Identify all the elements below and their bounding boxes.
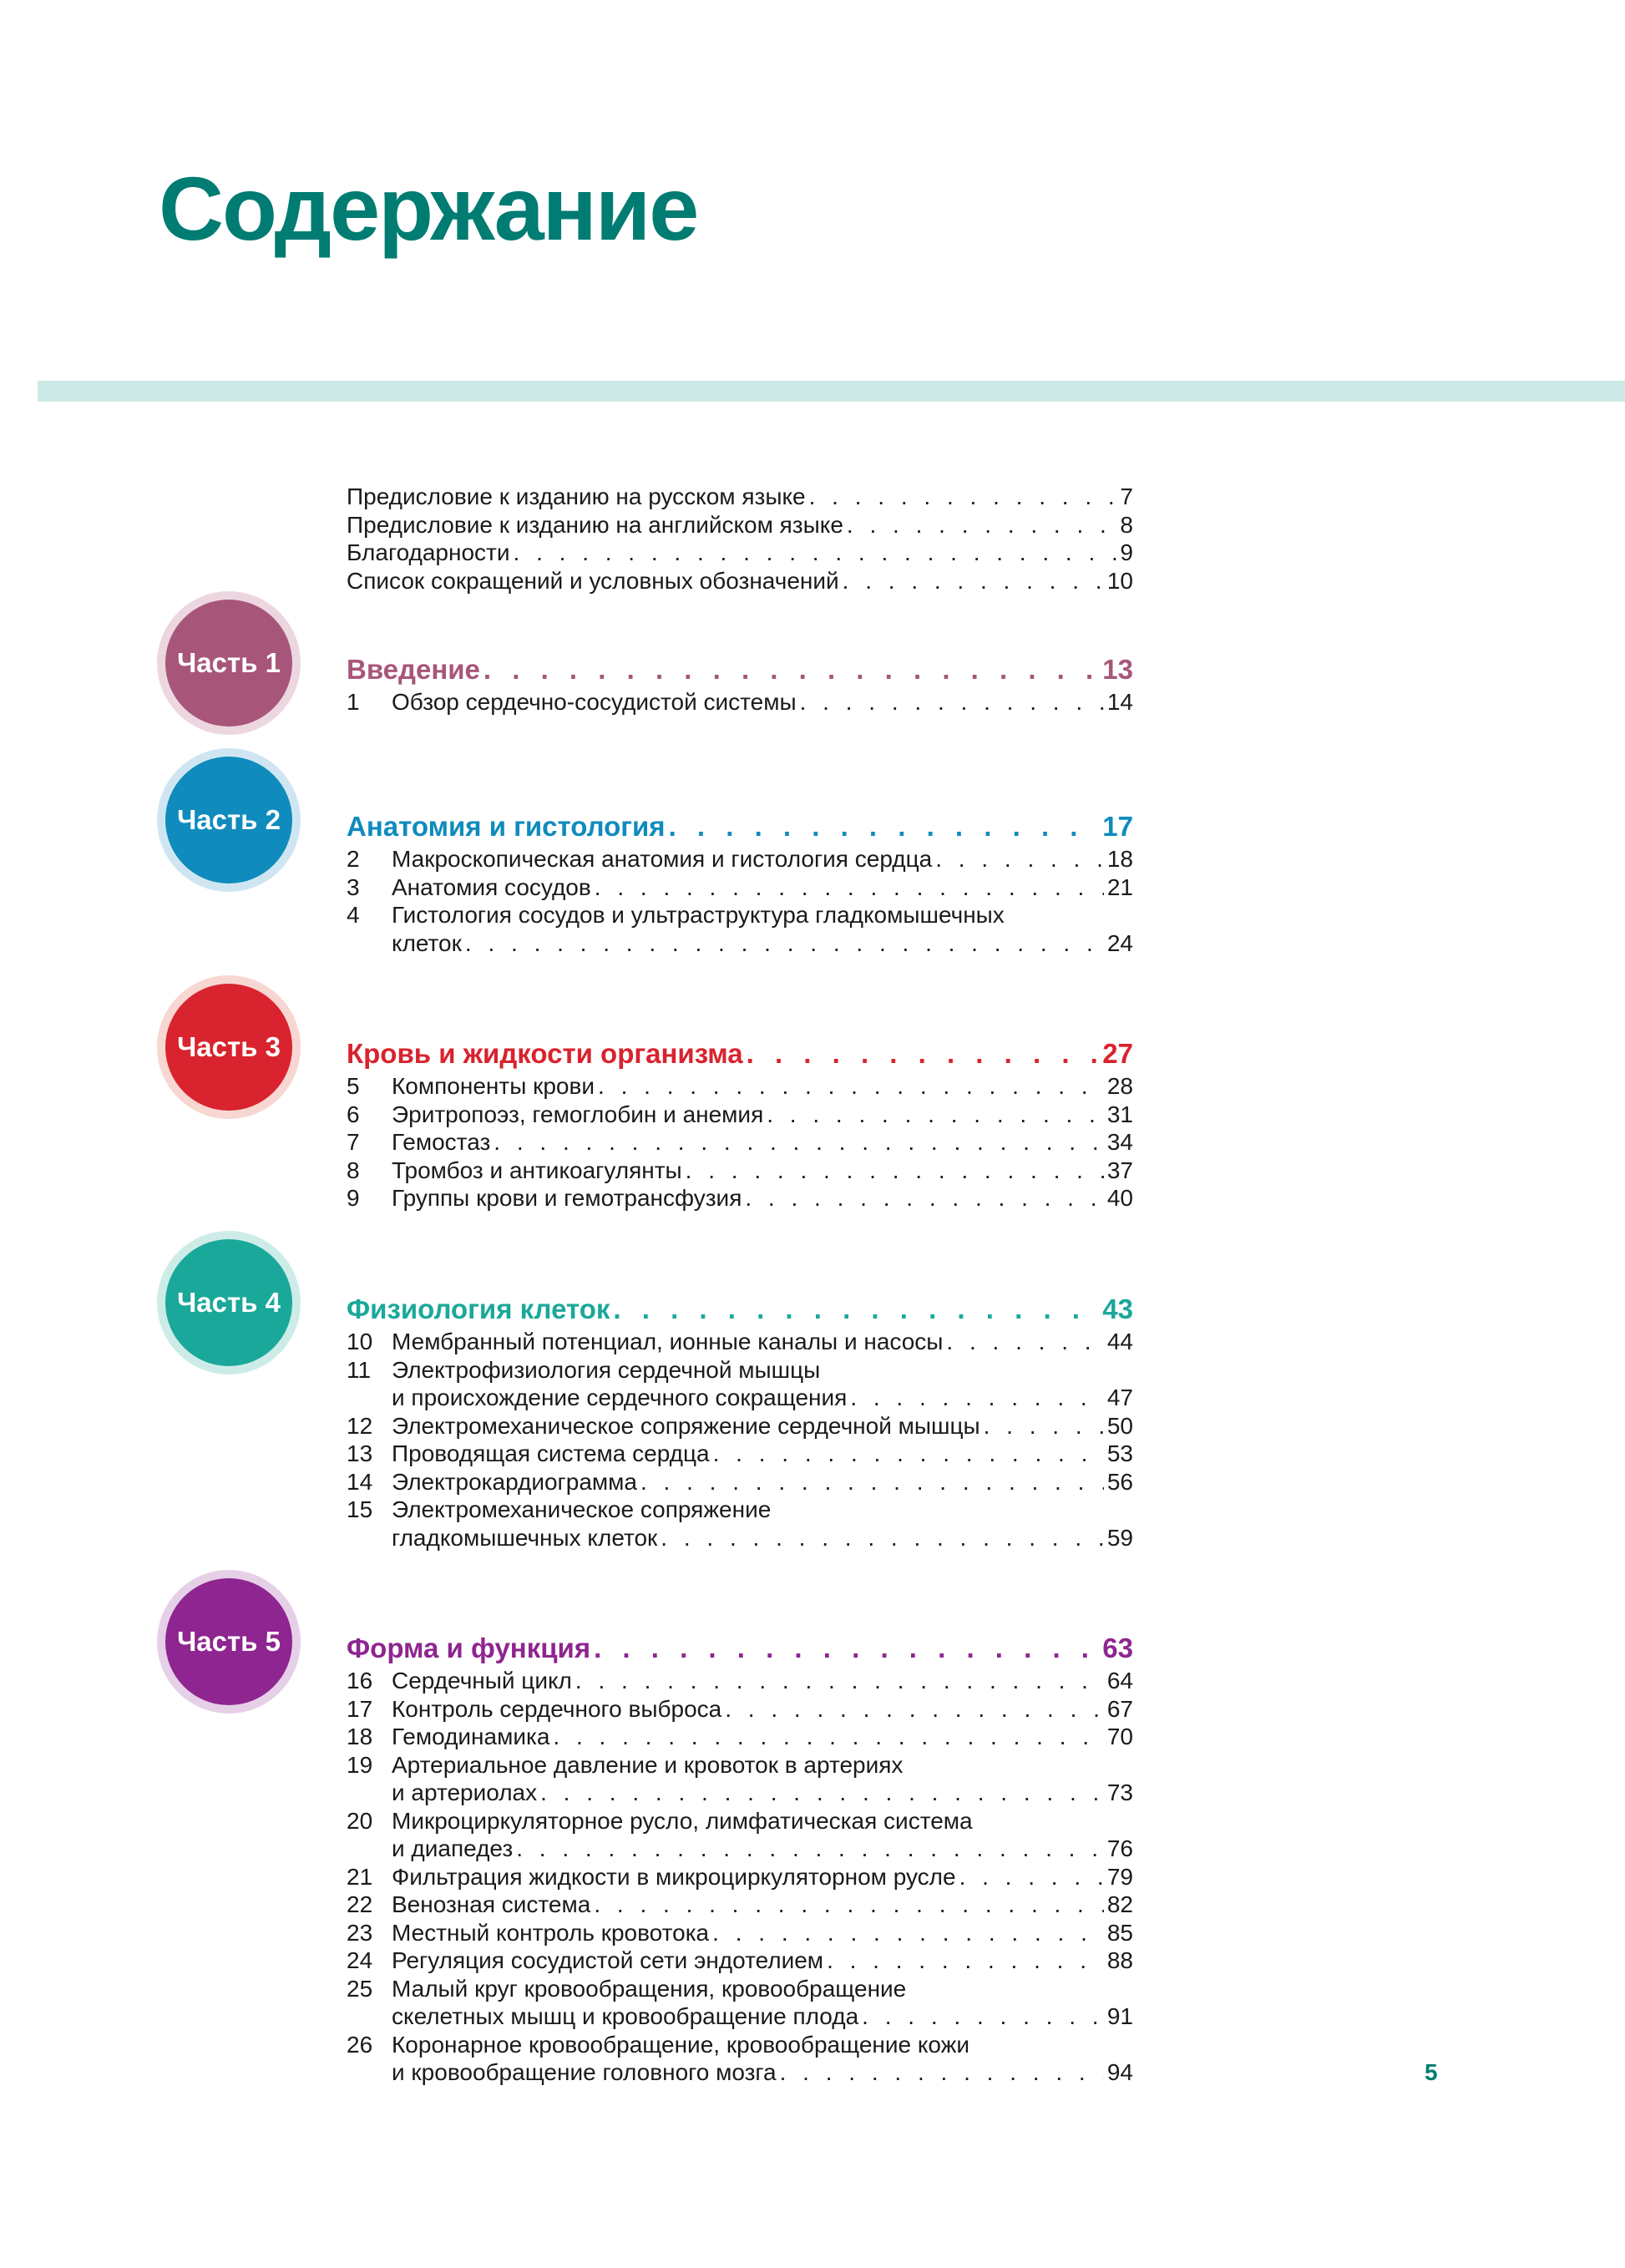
entry-page: 76 <box>1106 1835 1133 1861</box>
entry-page: 9 <box>1120 539 1133 565</box>
entry-page: 10 <box>1106 567 1133 594</box>
part-heading[interactable] <box>347 1291 1133 1328</box>
chapter-number: 13 <box>347 1440 373 1466</box>
chapter-item[interactable] <box>347 1496 1133 1524</box>
entry-title: Фильтрация жидкости в микроциркуляторном русле <box>392 1863 956 1890</box>
leader-dots <box>516 1835 1104 1863</box>
entry-page: 56 <box>1106 1468 1133 1495</box>
chapter-item[interactable] <box>347 873 1133 902</box>
entry-title: Электромеханическое сопряжение сердечной мышцы <box>392 1412 980 1439</box>
entry-page: 43 <box>1102 1293 1133 1324</box>
leader-dots <box>725 1695 1104 1724</box>
toc-entry[interactable] <box>347 511 1133 539</box>
toc-entry[interactable] <box>347 929 1133 958</box>
leader-dots <box>594 1891 1104 1919</box>
leader-dots <box>745 1184 1103 1212</box>
chapter-item[interactable] <box>347 1328 1133 1356</box>
chapter-item[interactable] <box>347 1440 1133 1468</box>
entry-title: Артериальное давление и кровоток в артериях <box>392 1751 904 1778</box>
leader-dots <box>984 1412 1104 1440</box>
entry-title: Анатомия сосудов <box>392 873 591 900</box>
entry-title: Контроль сердечного выброса <box>392 1695 722 1722</box>
entry-page: 64 <box>1106 1668 1133 1693</box>
entry-title: и диапедез <box>392 1835 514 1861</box>
leader-dots <box>540 1779 1104 1807</box>
chapter-item[interactable] <box>347 1919 1133 1947</box>
entry-page: 79 <box>1106 1863 1133 1890</box>
part-heading[interactable] <box>347 1630 1133 1667</box>
entry-page: 14 <box>1106 689 1133 715</box>
leader-dots <box>598 1072 1104 1101</box>
entry-title: Местный контроль кровотока <box>392 1919 710 1946</box>
part-badge <box>157 1570 301 1714</box>
chapter-item[interactable] <box>347 845 1133 873</box>
chapter-item[interactable] <box>347 1128 1133 1157</box>
toc-entry[interactable] <box>347 688 1133 716</box>
part-section <box>347 651 1133 716</box>
toc-entry[interactable] <box>347 2058 1133 2087</box>
entry-title: Макроскопическая анатомия и гистология сердца <box>392 846 933 872</box>
entry-title: Гистология сосудов и ультраструктура гладкомышечных <box>392 902 1005 928</box>
leader-dots <box>847 511 1117 539</box>
leader-dots <box>747 1035 1100 1072</box>
leader-dots <box>713 1440 1104 1468</box>
entry-title: Гемостаз <box>392 1129 491 1155</box>
entry-title: клеток <box>392 929 462 956</box>
part-heading[interactable] <box>347 1035 1133 1072</box>
entry-title: Гемодинамика <box>392 1724 550 1749</box>
chapter-number: 1 <box>347 689 360 715</box>
leader-dots <box>843 567 1104 595</box>
chapter-number: 21 <box>347 1863 373 1890</box>
entry-title: Группы крови и гемотрансфузия <box>392 1185 742 1211</box>
leader-dots <box>661 1524 1104 1552</box>
entry-title: Анатомия и гистология <box>347 811 666 842</box>
entry-page: 63 <box>1102 1633 1133 1663</box>
entry-page: 13 <box>1102 654 1133 685</box>
entry-page: 53 <box>1106 1440 1133 1466</box>
toc-entry[interactable] <box>347 1947 1133 1975</box>
leader-dots <box>553 1723 1103 1751</box>
entry-page: 7 <box>1120 483 1133 509</box>
entry-title: Список сокращений и условных обозначений <box>347 567 839 594</box>
entry-page: 18 <box>1106 846 1133 872</box>
chapter-number: 6 <box>347 1101 360 1127</box>
chapter-number: 11 <box>347 1356 372 1383</box>
entry-page: 67 <box>1106 1695 1133 1722</box>
part-section <box>347 1291 1133 1552</box>
chapter-item[interactable] <box>347 1947 1133 1975</box>
leader-dots <box>946 1328 1103 1356</box>
chapter-number: 17 <box>347 1695 373 1722</box>
entry-page: 82 <box>1106 1891 1133 1917</box>
entry-page: 85 <box>1106 1919 1133 1946</box>
entry-title: Благодарности <box>347 539 510 565</box>
leader-dots <box>669 808 1100 845</box>
chapter-number: 4 <box>347 902 360 928</box>
leader-dots <box>494 1128 1104 1157</box>
chapter-number: 16 <box>347 1668 373 1693</box>
chapter-item[interactable] <box>347 1863 1133 1891</box>
entry-title: Регуляция сосудистой сети эндотелием <box>392 1947 824 1973</box>
entry-title: Электрофизиология сердечной мышцы <box>392 1356 821 1383</box>
front-matter-list <box>347 483 1133 595</box>
entry-title: Предисловие к изданию на русском языке <box>347 483 806 509</box>
chapter-item[interactable] <box>347 1975 1133 2003</box>
leader-dots <box>935 845 1104 873</box>
toc-entry[interactable] <box>347 651 1133 688</box>
toc-entry[interactable] <box>347 483 1133 511</box>
toc-entry[interactable] <box>347 567 1133 595</box>
chapter-item[interactable] <box>347 1695 1133 1724</box>
entry-page: 34 <box>1106 1129 1133 1155</box>
entry-title: и происхождение сердечного сокращения <box>392 1385 848 1410</box>
toc-entry[interactable] <box>347 1035 1133 1072</box>
entry-title: Венозная система <box>392 1891 591 1917</box>
front-item[interactable] <box>347 483 1133 511</box>
leader-dots <box>640 1468 1104 1496</box>
toc-entry[interactable] <box>347 1291 1133 1328</box>
entry-title: и артериолах <box>392 1779 538 1805</box>
chapter-item[interactable] <box>347 2031 1133 2059</box>
toc-entry[interactable] <box>347 1863 1133 1891</box>
front-item[interactable] <box>347 567 1133 595</box>
part-heading[interactable] <box>347 808 1133 845</box>
part-section <box>347 1035 1133 1212</box>
toc-entry[interactable] <box>347 1128 1133 1157</box>
part-badge <box>157 975 301 1119</box>
entry-page: 17 <box>1102 811 1133 842</box>
toc-entry[interactable] <box>347 1384 1133 1412</box>
leader-dots <box>594 1630 1099 1667</box>
chapter-number: 24 <box>347 1947 373 1973</box>
chapter-item[interactable] <box>347 1101 1133 1129</box>
entry-page: 70 <box>1106 1724 1133 1749</box>
entry-title: Введение <box>347 654 480 685</box>
entry-title: Электрокардиограмма <box>392 1468 637 1495</box>
leader-dots <box>514 539 1117 567</box>
toc-entry[interactable] <box>347 1667 1133 1695</box>
chapter-item-continuation[interactable] <box>347 1835 1133 1863</box>
chapter-number: 23 <box>347 1919 373 1946</box>
chapter-item[interactable] <box>347 1412 1133 1440</box>
toc-entry[interactable] <box>347 1723 1133 1751</box>
toc-entry[interactable] <box>347 808 1133 845</box>
toc-entry[interactable] <box>347 1919 1133 1947</box>
entry-page: 37 <box>1106 1157 1133 1183</box>
chapter-number: 26 <box>347 2031 373 2058</box>
leader-dots <box>780 2058 1104 2087</box>
entry-title: Кровь и жидкости организма <box>347 1038 743 1069</box>
entry-page: 24 <box>1106 929 1133 956</box>
part-section <box>347 1630 1133 2087</box>
chapter-number: 25 <box>347 1975 373 2002</box>
entry-page: 50 <box>1106 1412 1133 1439</box>
chapter-number: 3 <box>347 873 360 900</box>
chapter-number: 20 <box>347 1807 373 1834</box>
part-badge-label: Часть 5 <box>165 1578 292 1705</box>
entry-title: Обзор сердечно-сосудистой системы <box>392 689 797 715</box>
chapter-number: 2 <box>347 846 360 872</box>
part-heading[interactable] <box>347 651 1133 688</box>
chapter-item[interactable] <box>347 1667 1133 1695</box>
chapter-item[interactable] <box>347 1072 1133 1101</box>
toc-entry[interactable] <box>347 1440 1133 1468</box>
chapter-number: 22 <box>347 1891 373 1917</box>
chapter-number: 9 <box>347 1185 360 1211</box>
leader-dots <box>465 929 1104 958</box>
entry-title: Коронарное кровообращение, кровообращение кожи <box>392 2031 970 2058</box>
chapter-item[interactable] <box>347 1807 1133 1835</box>
entry-title: скелетных мышц и кровообращение плода <box>392 2003 859 2029</box>
entry-page: 8 <box>1120 511 1133 538</box>
toc-entry[interactable] <box>347 1101 1133 1129</box>
toc-entry[interactable] <box>347 1328 1133 1356</box>
chapter-number: 12 <box>347 1412 373 1439</box>
entry-page: 31 <box>1106 1101 1133 1127</box>
part-badge-label: Часть 2 <box>165 757 292 883</box>
entry-page: 59 <box>1106 1524 1133 1551</box>
chapter-item[interactable] <box>347 1723 1133 1751</box>
part-badge <box>157 1231 301 1374</box>
leader-dots <box>712 1919 1104 1947</box>
leader-dots <box>613 1291 1099 1328</box>
part-section <box>347 808 1133 957</box>
entry-page: 88 <box>1106 1947 1133 1973</box>
leader-dots <box>483 651 1099 688</box>
toc-entry[interactable] <box>347 1496 1133 1524</box>
toc-entry[interactable] <box>347 1157 1133 1185</box>
entry-page: 21 <box>1106 873 1133 900</box>
chapter-item[interactable] <box>347 1468 1133 1496</box>
leader-dots <box>595 873 1104 902</box>
entry-title: гладкомышечных клеток <box>392 1524 658 1551</box>
toc-entry[interactable] <box>347 1630 1133 1667</box>
header-band <box>38 381 1625 402</box>
toc-entry[interactable] <box>347 845 1133 873</box>
chapter-item-continuation[interactable] <box>347 1779 1133 1807</box>
entry-title: Мембранный потенциал, ионные каналы и насосы <box>392 1329 944 1354</box>
leader-dots <box>850 1384 1104 1412</box>
page-title: Содержание <box>159 158 698 259</box>
chapter-number: 10 <box>347 1329 373 1354</box>
part-badge-label: Часть 4 <box>165 1239 292 1366</box>
chapter-number: 18 <box>347 1724 373 1749</box>
toc-entry[interactable] <box>347 1468 1133 1496</box>
entry-title: Электромеханическое сопряжение <box>392 1496 772 1522</box>
chapter-number: 14 <box>347 1468 373 1495</box>
leader-dots <box>575 1667 1104 1695</box>
chapter-number: 7 <box>347 1129 360 1155</box>
entry-title: Тромбоз и антикоагулянты <box>392 1157 682 1183</box>
entry-title: Физиология клеток <box>347 1293 610 1324</box>
leader-dots <box>862 2002 1104 2031</box>
chapter-item[interactable] <box>347 1157 1133 1185</box>
chapter-item-continuation[interactable] <box>347 2002 1133 2031</box>
chapter-item-continuation[interactable] <box>347 1524 1133 1552</box>
chapter-item[interactable] <box>347 1184 1133 1212</box>
entry-title: Проводящая система сердца <box>392 1440 710 1466</box>
leader-dots <box>800 688 1104 716</box>
entry-page: 73 <box>1106 1779 1133 1805</box>
toc-entry[interactable] <box>347 1835 1133 1863</box>
entry-page: 40 <box>1106 1185 1133 1211</box>
toc-entry[interactable] <box>347 1524 1133 1552</box>
toc-entry[interactable] <box>347 1779 1133 1807</box>
entry-page: 28 <box>1106 1073 1133 1099</box>
entry-title: Микроциркуляторное русло, лимфатическая система <box>392 1807 973 1834</box>
entry-title: Малый круг кровообращения, кровообращение <box>392 1975 907 2002</box>
toc-entry[interactable] <box>347 1751 1133 1779</box>
toc-entry[interactable] <box>347 1807 1133 1835</box>
toc-entry[interactable] <box>347 1695 1133 1724</box>
toc-entry[interactable] <box>347 1184 1133 1212</box>
entry-title: Сердечный цикл <box>392 1668 572 1693</box>
chapter-number: 15 <box>347 1496 373 1522</box>
chapter-number: 8 <box>347 1157 360 1183</box>
leader-dots <box>686 1157 1104 1185</box>
chapter-item[interactable] <box>347 1891 1133 1919</box>
entry-page: 44 <box>1106 1329 1133 1354</box>
toc-entry[interactable] <box>347 873 1133 902</box>
entry-title: Компоненты крови <box>392 1073 595 1099</box>
toc-entry[interactable] <box>347 2031 1133 2059</box>
entry-title: Форма и функция <box>347 1633 591 1663</box>
chapter-item[interactable] <box>347 901 1133 929</box>
part-badge-label: Часть 3 <box>165 984 292 1111</box>
toc-entry[interactable] <box>347 1891 1133 1919</box>
toc-entry[interactable] <box>347 1072 1133 1101</box>
entry-page: 47 <box>1106 1385 1133 1410</box>
toc-entry[interactable] <box>347 901 1133 929</box>
chapter-item[interactable] <box>347 1356 1133 1385</box>
toc-entry[interactable] <box>347 1356 1133 1385</box>
leader-dots <box>767 1101 1104 1129</box>
chapter-number: 19 <box>347 1751 373 1778</box>
entry-page: 91 <box>1106 2003 1133 2029</box>
entry-title: Эритропоэз, гемоглобин и анемия <box>392 1101 764 1127</box>
toc-entry[interactable] <box>347 1412 1133 1440</box>
part-badge-label: Часть 1 <box>165 600 292 726</box>
leader-dots <box>827 1947 1104 1975</box>
part-badge <box>157 591 301 735</box>
page-number: 5 <box>1425 2059 1438 2085</box>
chapter-item[interactable] <box>347 1751 1133 1779</box>
toc-entry[interactable] <box>347 539 1133 567</box>
toc-entry[interactable] <box>347 2002 1133 2031</box>
leader-dots <box>959 1863 1104 1891</box>
chapter-item-continuation[interactable] <box>347 929 1133 958</box>
entry-title: Предисловие к изданию на английском языке <box>347 511 843 538</box>
entry-page: 94 <box>1106 2059 1133 2085</box>
toc-entry[interactable] <box>347 1975 1133 2003</box>
front-item[interactable] <box>347 511 1133 539</box>
chapter-item[interactable] <box>347 688 1133 716</box>
front-item[interactable] <box>347 539 1133 567</box>
entry-page: 27 <box>1102 1038 1133 1069</box>
part-badge <box>157 748 301 892</box>
chapter-item-continuation[interactable] <box>347 2058 1133 2087</box>
chapter-number: 5 <box>347 1073 360 1099</box>
entry-title: и кровообращение головного мозга <box>392 2059 777 2085</box>
chapter-item-continuation[interactable] <box>347 1384 1133 1412</box>
leader-dots <box>809 483 1117 511</box>
